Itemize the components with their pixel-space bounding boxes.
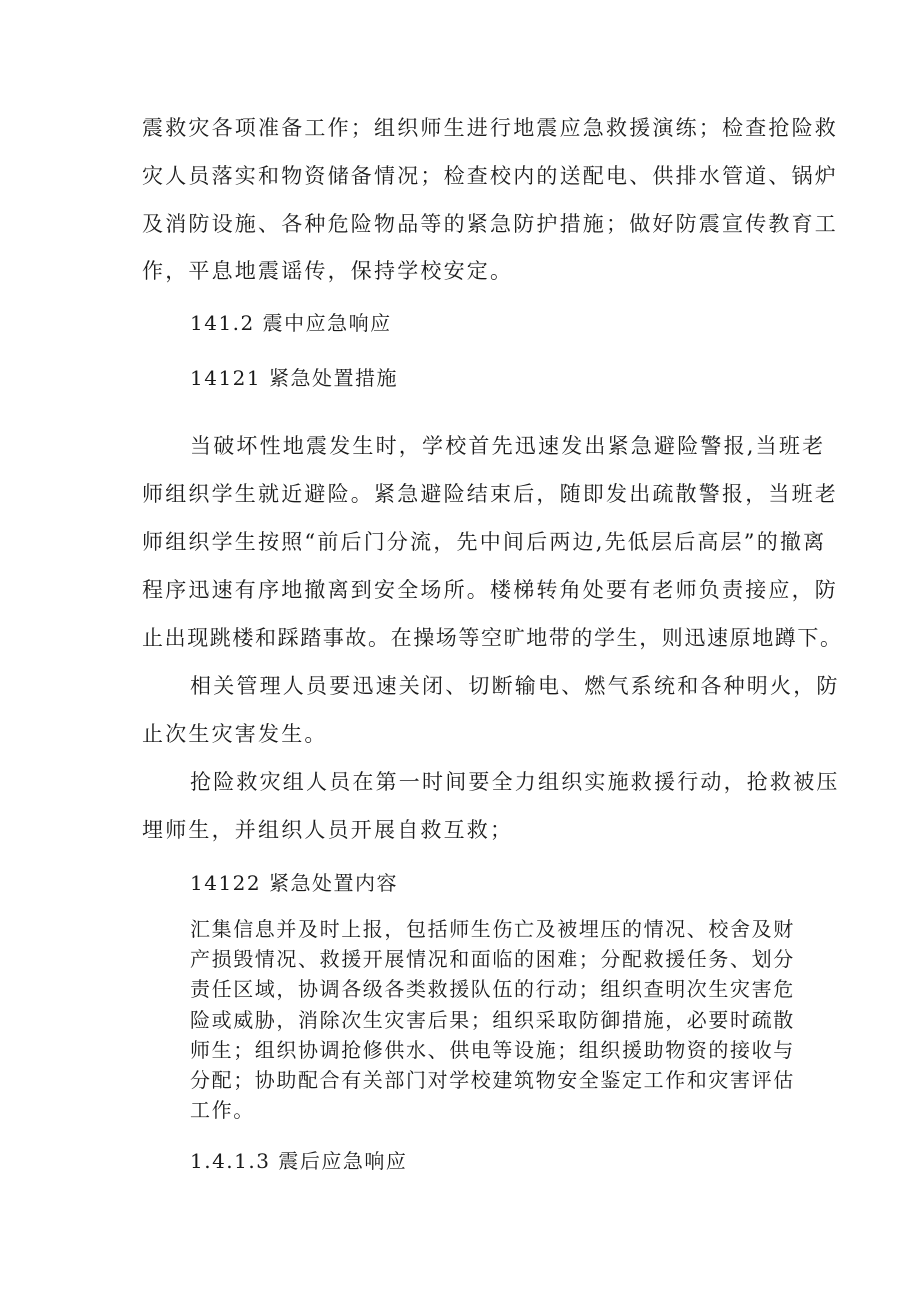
- paragraph-1-line-4: 作，平息地震谣传，保持学校安定。: [142, 259, 514, 283]
- paragraph-2-line-2: 师组织学生就近避险。紧急避险结束后，随即发出疏散警报，当班老: [142, 482, 838, 506]
- section-heading-1413: 1.4.1.3 震后应急响应: [190, 1149, 408, 1173]
- paragraph-5-line-1: 汇集信息并及时上报，包括师生伤亡及被埋压的情况、校舍及财: [190, 917, 795, 941]
- paragraph-5-line-6: 分配；协助配合有关部门对学校建筑物安全鉴定工作和灾害评估: [190, 1068, 795, 1092]
- section-heading-1412: 141.2 震中应急响应: [190, 311, 392, 335]
- paragraph-2-line-1: 当破坏性地震发生时，学校首先迅速发出紧急避险警报,当班老: [190, 434, 826, 458]
- paragraph-1-line-2: 灾人员落实和物资储备情况；检查校内的送配电、供排水管道、锅炉: [142, 164, 838, 188]
- paragraph-2-line-4: 程序迅速有序地撤离到安全场所。楼梯转角处要有老师负责接应，防: [142, 578, 838, 602]
- paragraph-1-line-1: 震救灾各项准备工作；组织师生进行地震应急救援演练；检查抢险救: [142, 116, 838, 140]
- paragraph-5-line-2: 产损毁情况、救援开展情况和面临的困难；分配救援任务、划分: [190, 947, 795, 971]
- paragraph-2-line-5: 止出现跳楼和踩踏事故。在操场等空旷地带的学生，则迅速原地蹲下。: [142, 626, 843, 650]
- paragraph-4-line-1: 抢险救灾组人员在第一时间要全力组织实施救援行动，抢救被压: [190, 770, 840, 794]
- paragraph-5-line-5: 师生；组织协调抢修供水、供电等设施；组织援助物资的接收与: [190, 1038, 795, 1062]
- paragraph-3-line-1: 相关管理人员要迅速关闭、切断输电、燃气系统和各种明火，防: [190, 674, 840, 698]
- paragraph-5-line-3: 责任区域，协调各级各类救援队伍的行动；组织查明次生灾害危: [190, 977, 795, 1001]
- section-heading-14121: 14121 紧急处置措施: [190, 366, 398, 390]
- paragraph-4-line-2: 埋师生，并组织人员开展自救互救；: [142, 818, 514, 842]
- paragraph-5-line-7: 工作。: [190, 1098, 255, 1122]
- paragraph-5-line-4: 险或威胁，消除次生灾害后果；组织采取防御措施，必要时疏散: [190, 1008, 795, 1032]
- paragraph-1-line-3: 及消防设施、各种危险物品等的紧急防护措施；做好防震宣传教育工: [142, 212, 838, 236]
- paragraph-2-line-3: 师组织学生按照“前后门分流，先中间后两边,先低层后高层”的撤离: [142, 530, 827, 554]
- paragraph-3-line-2: 止次生灾害发生。: [142, 722, 328, 746]
- section-heading-14122: 14122 紧急处置内容: [190, 871, 398, 895]
